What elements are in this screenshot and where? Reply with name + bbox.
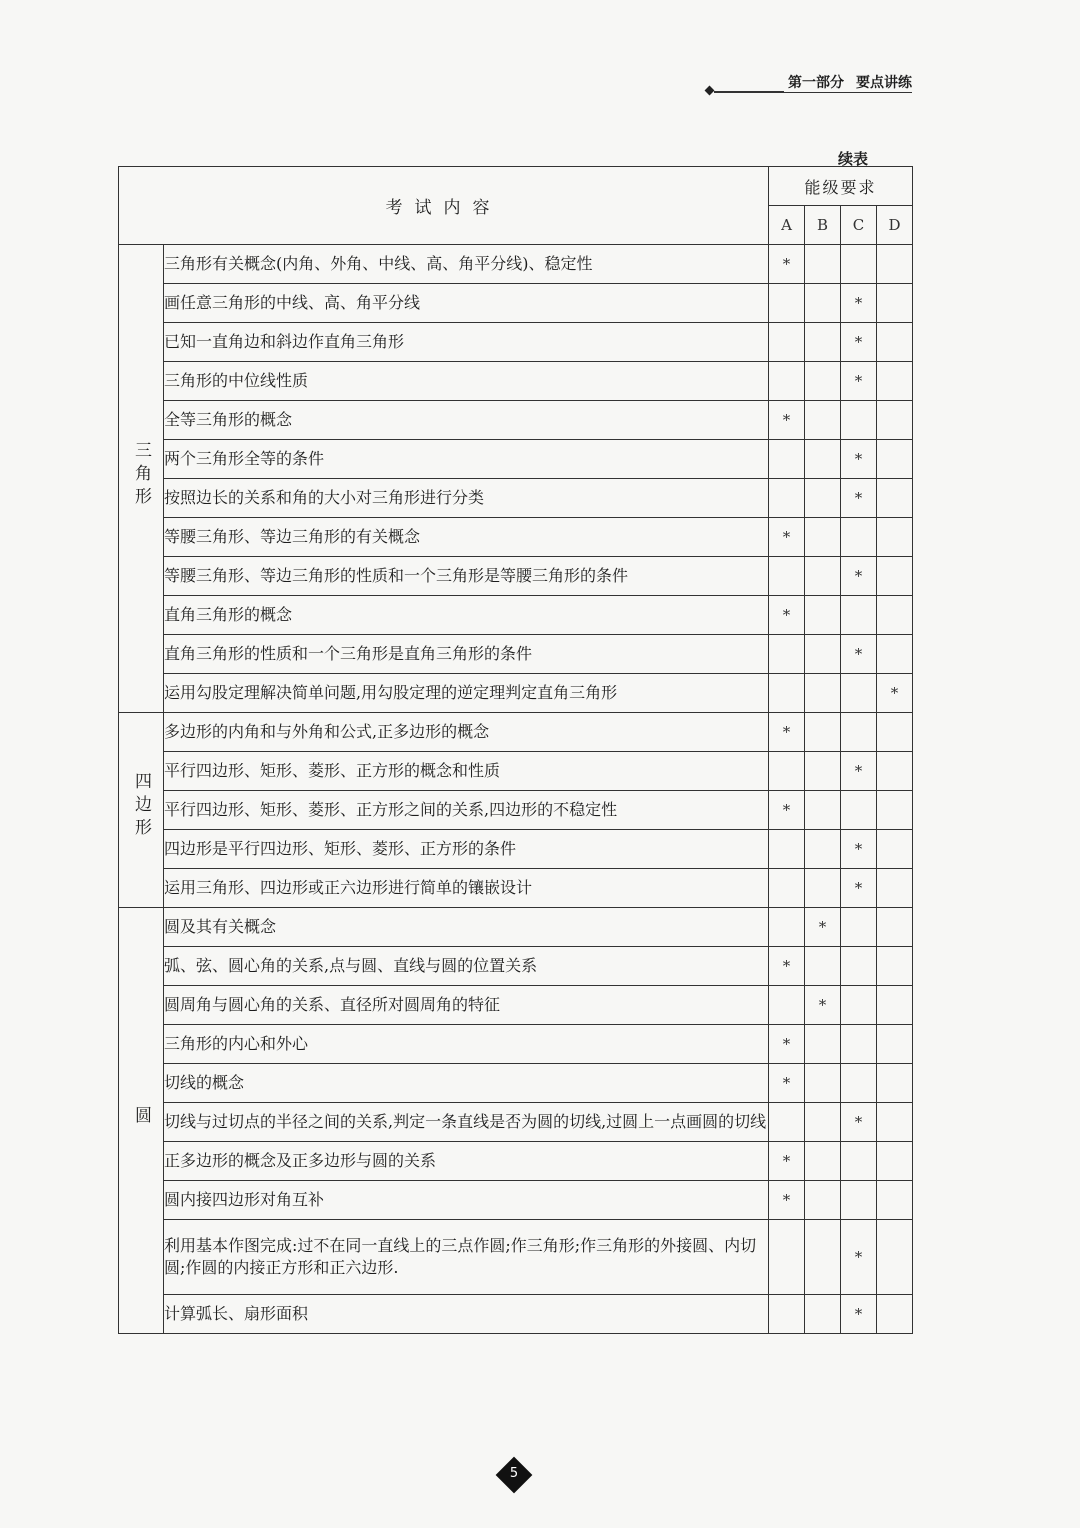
- content-cell: 已知一直角边和斜边作直角三角形: [164, 323, 769, 362]
- content-cell: 运用勾股定理解决简单问题,用勾股定理的逆定理判定直角三角形: [164, 674, 769, 713]
- level-cell-c: *: [841, 1103, 877, 1142]
- content-cell: 三角形的内心和外心: [164, 1025, 769, 1064]
- table-row: [119, 1103, 913, 1142]
- table-row: [119, 635, 913, 674]
- level-cell-b: [805, 284, 841, 323]
- level-col-c: C: [841, 206, 877, 245]
- table-row: [119, 1295, 913, 1334]
- content-cell: 等腰三角形、等边三角形的有关概念: [164, 518, 769, 557]
- level-cell-b: [805, 323, 841, 362]
- level-cell-c: [841, 947, 877, 986]
- table-row: [119, 284, 913, 323]
- level-cell-c: *: [841, 362, 877, 401]
- category-cell: [119, 245, 164, 713]
- level-cell-d: [877, 323, 913, 362]
- level-cell-c: *: [841, 1295, 877, 1334]
- level-cell-d: [877, 401, 913, 440]
- content-cell: 运用三角形、四边形或正六边形进行简单的镶嵌设计: [164, 869, 769, 908]
- level-cell-c: *: [841, 1220, 877, 1295]
- content-cell: 弧、弦、圆心角的关系,点与圆、直线与圆的位置关系: [164, 947, 769, 986]
- level-cell-b: *: [805, 986, 841, 1025]
- level-cell-c: *: [841, 869, 877, 908]
- category-name: 圆: [131, 1105, 151, 1129]
- level-cell-c: [841, 1025, 877, 1064]
- table-row: [119, 713, 913, 752]
- level-cell-a: [769, 752, 805, 791]
- level-cell-d: [877, 245, 913, 284]
- level-cell-d: [877, 1142, 913, 1181]
- level-cell-b: [805, 869, 841, 908]
- level-cell-b: [805, 947, 841, 986]
- level-cell-d: [877, 1025, 913, 1064]
- level-cell-d: [877, 986, 913, 1025]
- level-cell-c: [841, 1142, 877, 1181]
- content-cell: 平行四边形、矩形、菱形、正方形的概念和性质: [164, 752, 769, 791]
- table-row: [119, 869, 913, 908]
- continued-label: 续表: [838, 150, 869, 168]
- level-cell-d: *: [877, 674, 913, 713]
- content-cell: 三角形的中位线性质: [164, 362, 769, 401]
- level-cell-a: [769, 1103, 805, 1142]
- level-cell-a: [769, 908, 805, 947]
- content-cell: 圆及其有关概念: [164, 908, 769, 947]
- level-cell-b: [805, 1142, 841, 1181]
- level-cell-b: [805, 596, 841, 635]
- level-cell-d: [877, 947, 913, 986]
- level-cell-a: [769, 362, 805, 401]
- level-cell-c: [841, 674, 877, 713]
- level-cell-b: [805, 635, 841, 674]
- page-number: 5: [509, 1466, 519, 1481]
- level-cell-d: [877, 479, 913, 518]
- level-cell-a: *: [769, 1142, 805, 1181]
- level-cell-c: *: [841, 635, 877, 674]
- level-cell-b: [805, 713, 841, 752]
- level-cell-b: [805, 1025, 841, 1064]
- header-part: 第一部分: [788, 75, 844, 91]
- table-row: [119, 1025, 913, 1064]
- level-cell-d: [877, 1295, 913, 1334]
- level-cell-d: [877, 791, 913, 830]
- content-cell: 圆内接四边形对角互补: [164, 1181, 769, 1220]
- content-cell: 切线的概念: [164, 1064, 769, 1103]
- level-cell-b: [805, 245, 841, 284]
- level-cell-b: [805, 1103, 841, 1142]
- level-cell-a: *: [769, 596, 805, 635]
- table-row: [119, 401, 913, 440]
- level-cell-a: [769, 440, 805, 479]
- table-row: [119, 245, 913, 284]
- level-cell-c: [841, 1064, 877, 1103]
- content-cell: 按照边长的关系和角的大小对三角形进行分类: [164, 479, 769, 518]
- content-cell: 四边形是平行四边形、矩形、菱形、正方形的条件: [164, 830, 769, 869]
- level-cell-b: [805, 1220, 841, 1295]
- level-cell-c: *: [841, 323, 877, 362]
- level-cell-a: [769, 479, 805, 518]
- level-cell-d: [877, 713, 913, 752]
- level-cell-c: [841, 791, 877, 830]
- level-cell-d: [877, 1181, 913, 1220]
- table-row: [119, 557, 913, 596]
- level-cell-a: [769, 284, 805, 323]
- content-cell: 圆周角与圆心角的关系、直径所对圆周角的特征: [164, 986, 769, 1025]
- level-col-d: D: [877, 206, 913, 245]
- level-col-b: B: [805, 206, 841, 245]
- level-cell-d: [877, 440, 913, 479]
- level-cell-a: *: [769, 401, 805, 440]
- content-cell: 三角形有关概念(内角、外角、中线、高、角平分线)、稳定性: [164, 245, 769, 284]
- table-row: [119, 479, 913, 518]
- level-cell-c: [841, 245, 877, 284]
- content-cell: 多边形的内角和与外角和公式,正多边形的概念: [164, 713, 769, 752]
- table-row: [119, 323, 913, 362]
- content-cell: 画任意三角形的中线、高、角平分线: [164, 284, 769, 323]
- level-cell-d: [877, 1064, 913, 1103]
- level-cell-d: [877, 284, 913, 323]
- level-cell-a: [769, 674, 805, 713]
- table-row: [119, 1064, 913, 1103]
- table-row: [119, 752, 913, 791]
- table-row: [119, 791, 913, 830]
- header-content: 考试内容: [119, 167, 769, 245]
- page-header: [706, 72, 912, 94]
- level-cell-b: *: [805, 908, 841, 947]
- level-cell-c: [841, 401, 877, 440]
- content-cell: 正多边形的概念及正多边形与圆的关系: [164, 1142, 769, 1181]
- header-title: [784, 72, 912, 92]
- level-cell-d: [877, 557, 913, 596]
- content-cell: 全等三角形的概念: [164, 401, 769, 440]
- level-cell-b: [805, 674, 841, 713]
- level-cell-b: [805, 1064, 841, 1103]
- level-cell-d: [877, 1220, 913, 1295]
- level-cell-a: *: [769, 713, 805, 752]
- level-cell-d: [877, 1103, 913, 1142]
- level-cell-d: [877, 908, 913, 947]
- level-cell-a: [769, 869, 805, 908]
- level-cell-c: *: [841, 752, 877, 791]
- table-row: [119, 440, 913, 479]
- category-cell: [119, 908, 164, 1334]
- level-cell-a: [769, 635, 805, 674]
- level-cell-a: *: [769, 1181, 805, 1220]
- level-cell-a: [769, 986, 805, 1025]
- table-row: [119, 1181, 913, 1220]
- category-name: 四边形: [131, 772, 151, 841]
- diamond-icon: [705, 86, 715, 96]
- content-cell: 直角三角形的概念: [164, 596, 769, 635]
- level-cell-b: [805, 479, 841, 518]
- level-cell-a: *: [769, 791, 805, 830]
- content-cell: 等腰三角形、等边三角形的性质和一个三角形是等腰三角形的条件: [164, 557, 769, 596]
- level-col-a: A: [769, 206, 805, 245]
- level-cell-d: [877, 869, 913, 908]
- content-cell: 切线与过切点的半径之间的关系,判定一条直线是否为圆的切线,过圆上一点画圆的切线: [164, 1103, 769, 1142]
- header-level: 能级要求: [769, 167, 913, 206]
- content-cell: 两个三角形全等的条件: [164, 440, 769, 479]
- table-row: [119, 1220, 913, 1295]
- level-cell-c: *: [841, 479, 877, 518]
- level-cell-b: [805, 1295, 841, 1334]
- level-cell-b: [805, 1181, 841, 1220]
- table-row: [119, 947, 913, 986]
- level-cell-b: [805, 362, 841, 401]
- level-cell-b: [805, 791, 841, 830]
- level-cell-b: [805, 752, 841, 791]
- level-cell-d: [877, 596, 913, 635]
- level-cell-a: [769, 557, 805, 596]
- table-row: [119, 830, 913, 869]
- table-row: [119, 362, 913, 401]
- level-cell-d: [877, 362, 913, 401]
- level-cell-c: [841, 986, 877, 1025]
- table-header-row: [119, 167, 913, 206]
- level-cell-a: *: [769, 947, 805, 986]
- table-row: [119, 1142, 913, 1181]
- level-cell-a: *: [769, 245, 805, 284]
- level-cell-c: [841, 518, 877, 557]
- level-cell-d: [877, 635, 913, 674]
- level-cell-a: *: [769, 518, 805, 557]
- table-body: [119, 245, 913, 1334]
- level-cell-c: *: [841, 284, 877, 323]
- level-cell-d: [877, 830, 913, 869]
- level-cell-a: [769, 830, 805, 869]
- level-cell-a: [769, 323, 805, 362]
- category-name: 三角形: [131, 440, 151, 510]
- level-cell-c: *: [841, 440, 877, 479]
- level-cell-b: [805, 401, 841, 440]
- content-cell: 直角三角形的性质和一个三角形是直角三角形的条件: [164, 635, 769, 674]
- table-row: [119, 986, 913, 1025]
- level-cell-a: [769, 1295, 805, 1334]
- level-cell-d: [877, 752, 913, 791]
- level-cell-a: *: [769, 1025, 805, 1064]
- level-cell-c: [841, 1181, 877, 1220]
- level-cell-a: *: [769, 1064, 805, 1103]
- level-cell-b: [805, 557, 841, 596]
- header-section: 要点讲练: [856, 75, 912, 91]
- content-cell: 计算弧长、扇形面积: [164, 1295, 769, 1334]
- level-cell-b: [805, 440, 841, 479]
- table-row: [119, 908, 913, 947]
- requirements-table: [118, 166, 913, 1334]
- level-cell-c: [841, 713, 877, 752]
- level-cell-d: [877, 518, 913, 557]
- level-cell-c: *: [841, 830, 877, 869]
- content-cell: 平行四边形、矩形、菱形、正方形之间的关系,四边形的不稳定性: [164, 791, 769, 830]
- level-cell-a: [769, 1220, 805, 1295]
- table-row: [119, 518, 913, 557]
- level-cell-b: [805, 830, 841, 869]
- level-cell-b: [805, 518, 841, 557]
- level-cell-c: [841, 596, 877, 635]
- level-cell-c: *: [841, 557, 877, 596]
- category-cell: [119, 713, 164, 908]
- table-row: [119, 596, 913, 635]
- level-cell-c: [841, 908, 877, 947]
- table-row: [119, 674, 913, 713]
- content-cell: 利用基本作图完成:过不在同一直线上的三点作圆;作三角形;作三角形的外接圆、内切圆;作圆的内接正方形和正六边形.: [164, 1220, 769, 1295]
